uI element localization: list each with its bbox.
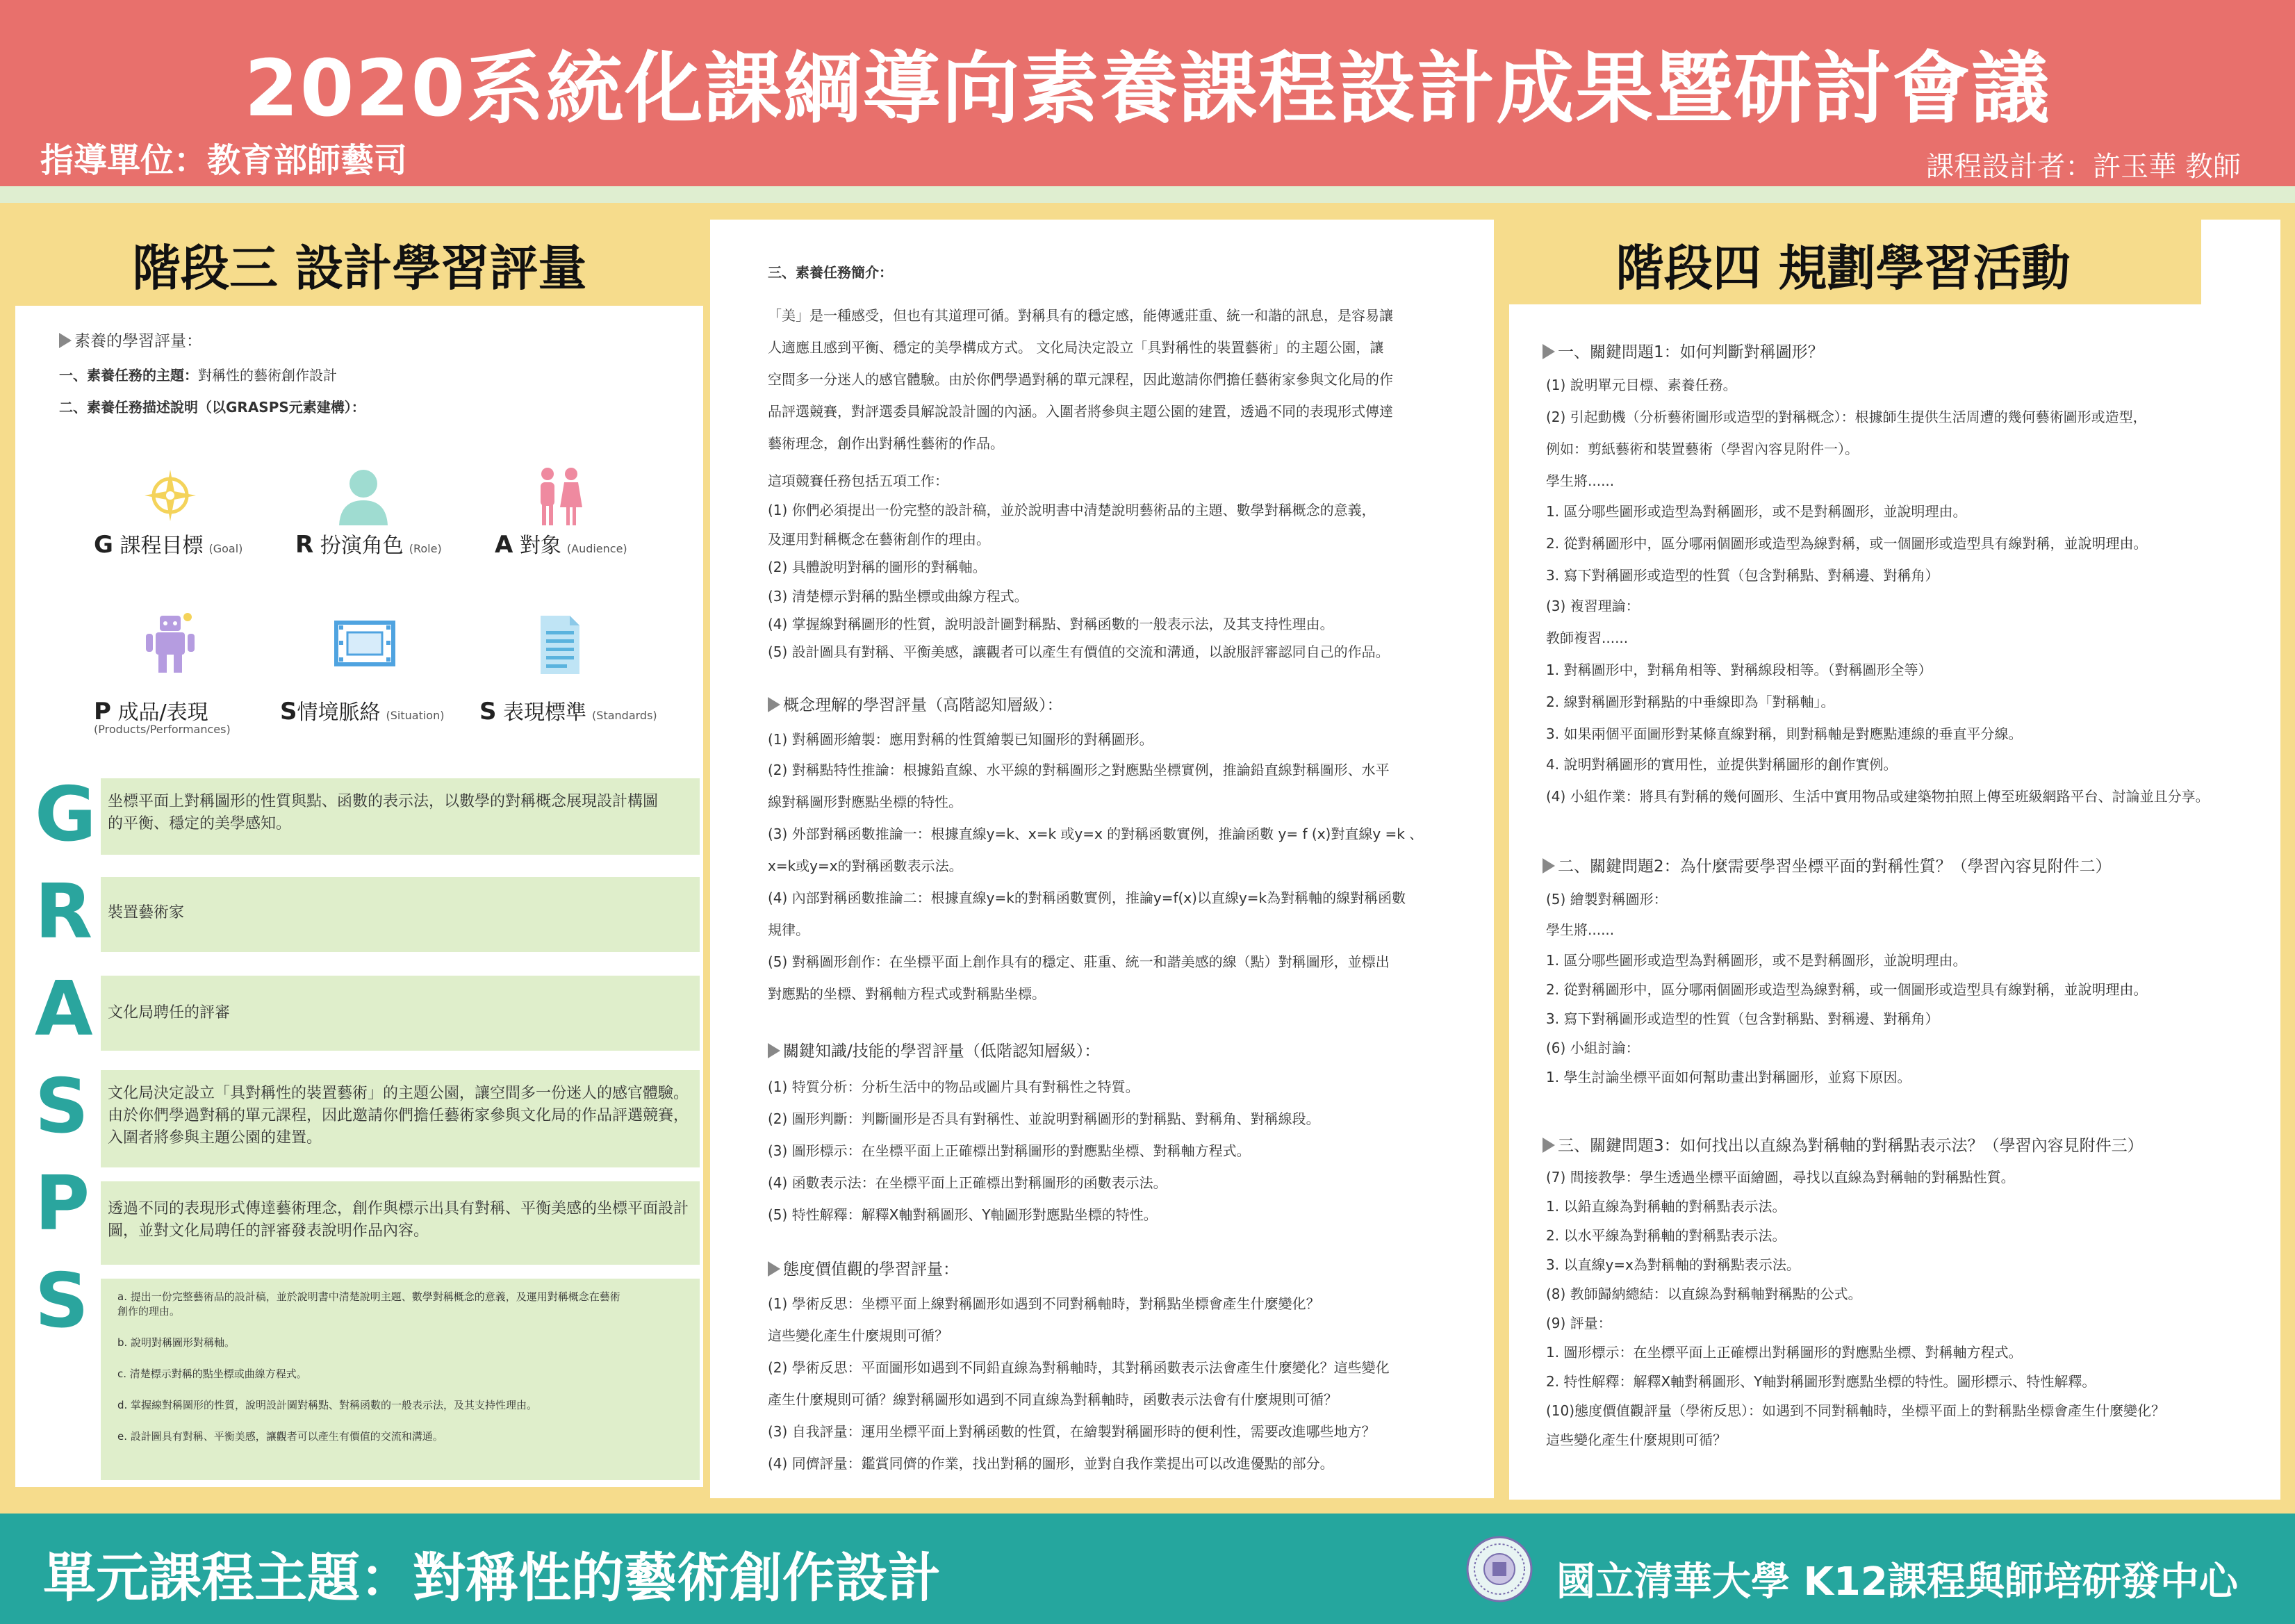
task-description: 二、素養任務描述說明（以GRASPS元素建構）： (59, 399, 365, 416)
concept-title: 概念理解的學習評量（高階認知層級）： (768, 692, 1063, 715)
triangle-bullet-icon (768, 697, 780, 712)
attitude-line: (4) 同儕評量：鑑賞同儕的作業，找出對稱的圖形，並對自我作業提出可以改進優點的部分。 (768, 1455, 1334, 1472)
concept-line: (4) 內部對稱函數推論二：根據直線y=k的對稱函數實例，推論y=f(x)以直線y=k為對稱軸的線對稱函數 (768, 889, 1406, 906)
letter-r: R (35, 869, 93, 955)
q1-line: 1. 區分哪些圖形或造型為對稱圖形，或不是對稱圖形，並說明理由。 (1546, 503, 1967, 520)
triangle-bullet-icon (1543, 858, 1555, 873)
q2-line: (5) 繪製對稱圖形： (1546, 891, 1668, 908)
grasps-audience-label: A 對象 (Audience) (495, 531, 627, 559)
q1-line: 1. 對稱圖形中，對稱角相等、對稱線段相等。（對稱圖形全等） (1546, 662, 1932, 678)
grasps-standards-label: S 表現標準 (Standards) (479, 698, 657, 725)
audience-icon (528, 464, 591, 527)
attitude-line: (3) 自我評量：運用坐標平面上對稱函數的性質，在繪製對稱圖形時的便利性，需要改進哪些地方？ (768, 1423, 1376, 1440)
intro-line: 空間多一分迷人的感官體驗。由於你們學過對稱的單元課程，因此邀請你們擔任藝術家參與文化局的作 (768, 371, 1393, 388)
q3-title: 三、關鍵問題3：如何找出以直線為對稱軸的對稱點表示法？（學習內容見附件三） (1543, 1133, 2144, 1156)
concept-line: (1) 對稱圖形繪製：應用對稱的性質繪製已知圖形的對稱圖形。 (768, 731, 1153, 748)
task-line: (2) 具體說明對稱的圖形的對稱軸。 (768, 559, 987, 575)
q2-line: 3. 寫下對稱圖形或造型的性質（包含對稱點、對稱邊、對稱角） (1546, 1010, 1939, 1027)
q1-line: (2) 引起動機（分析藝術圖形或造型的對稱概念）：根據師生提供生活周遭的幾何藝術圖形或造型， (1546, 409, 2147, 425)
q3-line: (7) 間接教學：學生透過坐標平面繪圖，尋找以直線為對稱軸的對稱點性質。 (1546, 1169, 2015, 1186)
knowledge-line: (5) 特性解釋：解釋X軸對稱圖形、Y軸圖形對應點坐標的特性。 (768, 1206, 1158, 1223)
concept-line: x=k或y=x的對稱函數表示法。 (768, 858, 963, 874)
tasks-intro: 這項競賽任務包括五項工作： (768, 473, 948, 489)
q1-line: 例如：剪紙藝術和裝置藝術（學習內容見附件一）。 (1546, 441, 1859, 457)
q2-line: (6) 小組討論： (1546, 1040, 1640, 1056)
letter-s1: S (35, 1063, 89, 1150)
knowledge-title: 關鍵知識/技能的學習評量（低階認知層級）： (768, 1038, 1100, 1061)
q1-title: 一、關鍵問題1：如何判斷對稱圖形？ (1543, 339, 1824, 362)
document-icon (528, 613, 591, 675)
q1-line: 教師複習...... (1546, 630, 1629, 646)
q1-line: 3. 寫下對稱圖形或造型的性質（包含對稱點、對稱邊、對稱角） (1546, 567, 1939, 584)
q3-line: 這些變化產生什麼規則可循？ (1546, 1432, 1727, 1448)
panel-corner (2201, 220, 2280, 306)
q1-line: 4. 說明對稱圖形的實用性，並提供對稱圖形的創作實例。 (1546, 756, 1898, 773)
q3-line: (8) 教師歸納總結：以直線為對稱軸對稱點的公式。 (1546, 1286, 1862, 1302)
role-box: 裝置藝術家 (101, 877, 700, 952)
goal-box: 坐標平面上對稱圖形的性質與點、函數的表示法，以數學的對稱概念展現設計構圖 的平衡、穩定的美學感知。 (101, 778, 700, 855)
q2-line: 1. 學生討論坐標平面如何幫助畫出對稱圖形，並寫下原因。 (1546, 1069, 1911, 1085)
letter-g: G (35, 771, 97, 858)
intro-line: 藝術理念，創作出對稱性藝術的作品。 (768, 435, 1004, 452)
attitude-line: 產生什麼規則可循？線對稱圖形如遇到不同直線為對稱軸時，函數表示法會有什麼規則可循？ (768, 1391, 1338, 1408)
grasps-goal-label: G 課程目標 (Goal) (94, 531, 243, 559)
q2-title: 二、關鍵問題2：為什麼需要學習坐標平面的對稱性質？（學習內容見附件二） (1543, 853, 2112, 876)
triangle-bullet-icon (768, 1261, 780, 1277)
organization-name: 國立清華大學 K12課程與師培研發中心 (1556, 1559, 2238, 1605)
knowledge-line: (3) 圖形標示：在坐標平面上正確標出對稱圖形的對應點坐標、對稱軸方程式。 (768, 1142, 1251, 1159)
letter-a: A (35, 966, 93, 1053)
intro-line: 人適應且感到平衡、穩定的美學構成方式。 文化局決定設立「具對稱性的裝置藝術」的主題公園，讓 (768, 339, 1384, 356)
unit-theme: 單元課程主題：對稱性的藝術創作設計 (43, 1547, 941, 1609)
q1-line: 2. 從對稱圖形中，區分哪兩個圖形或造型為線對稱，或一個圖形或造型具有線對稱，並說明理由。 (1546, 535, 2148, 552)
situation-box: 文化局決定設立「具對稱性的裝置藝術」的主題公園，讓空間多一份迷人的感官體驗。 由於你們學過對稱的單元課程，因此邀請你們擔任藝術家參與文化局的作品評選競賽， 入圍者將參與主題公園的建置。 (101, 1070, 700, 1167)
triangle-bullet-icon (1543, 1138, 1555, 1153)
letter-s2: S (35, 1258, 89, 1345)
triangle-bullet-icon (768, 1043, 780, 1058)
concept-line: 規律。 (768, 921, 809, 938)
product-box: 透過不同的表現形式傳達藝術理念，創作與標示出具有對稱、平衡美感的坐標平面設計 圖，並對文化局聘任的評審發表說明作品內容。 (101, 1181, 700, 1265)
task-line: 及運用對稱概念在藝術創作的理由。 (768, 531, 990, 548)
concept-line: 線對稱圖形對應點坐標的特性。 (768, 794, 962, 810)
attitude-title: 態度價值觀的學習評量： (768, 1256, 959, 1279)
q3-line: 3. 以直線y=x為對稱軸的對稱點表示法。 (1546, 1256, 1800, 1273)
task-line: (1) 你們必須提出一份完整的設計稿，並於說明書中清楚說明藝術品的主題、數學對稱概念的意義， (768, 502, 1376, 518)
grasps-product-label: P 成品/表現 (94, 698, 208, 725)
knowledge-line: (2) 圖形判斷：判斷圖形是否具有對稱性、並說明對稱圖形的對稱點、對稱角、對稱線段。 (768, 1110, 1320, 1127)
q1-line: (4) 小組作業：將具有對稱的幾何圖形、生活中實用物品或建築物拍照上傳至班級網路平台、討論並且分享。 (1546, 788, 2210, 805)
grasps-product-en: (Products/Performances) (94, 723, 231, 736)
q1-line: (1) 說明單元目標、素養任務。 (1546, 377, 1737, 393)
concept-line: (3) 外部對稱函數推論一：根據直線y=k、x=k 或y=x 的對稱函數實例，推論函數 y= f (x)對直線y =k 、 (768, 826, 1424, 842)
grasps-role-label: R 扮演角色 (Role) (295, 531, 442, 559)
q3-line: 1. 圖形標示：在坐標平面上正確標出對稱圖形的對應點坐標、對稱軸方程式。 (1546, 1344, 2023, 1361)
task-line: (5) 設計圖具有對稱、平衡美感，讓觀者可以產生有價值的交流和溝通，以說服評審認同自己的作品。 (768, 643, 1390, 660)
q1-line: 學生將...... (1546, 473, 1615, 489)
standards-box: a. 提出一份完整藝術品的設計稿，並於說明書中清楚說明主題、數學對稱概念的意義，及運用對稱概念在藝術 創作的理由。 b. 說明對稱圖形對稱軸。 c. 清楚標示對稱的點坐標或曲線方程式。 d. 掌握線對稱圖形的性質，說明設計圖對稱點、對稱函數的一般表示法，及其支持性理由。 e. 設計圖具有對稱、平衡美感，讓觀者可以產生有價值的交流和溝通。 (101, 1279, 700, 1480)
concept-line: 對應點的坐標、對稱軸方程式或對稱點坐標。 (768, 985, 1046, 1002)
q2-line: 學生將...... (1546, 921, 1615, 938)
concept-line: (2) 對稱點特性推論：根據鉛直線、水平線的對稱圖形之對應點坐標實例，推論鉛直線對稱圖形、水平 (768, 762, 1390, 778)
header-divider (0, 186, 2295, 203)
concept-line: (5) 對稱圖形創作：在坐標平面上創作具有的穩定、莊重、統一和諧美感的線（點）對稱圖形，並標出 (768, 953, 1390, 970)
assessment-heading: 素養的學習評量： (59, 328, 202, 351)
compass-icon (139, 464, 201, 527)
q2-line: 2. 從對稱圖形中，區分哪兩個圖形或造型為線對稱，或一個圖形或造型具有線對稱，並說明理由。 (1546, 981, 2148, 998)
q2-line: 1. 區分哪些圖形或造型為對稱圖形，或不是對稱圖形，並說明理由。 (1546, 952, 1967, 969)
task-line: (3) 清楚標示對稱的點坐標或曲線方程式。 (768, 588, 1028, 605)
audience-box: 文化局聘任的評審 (101, 976, 700, 1051)
q3-line: 2. 特性解釋：解釋X軸對稱圖形、Y軸對稱圖形對應點坐標的特性。圖形標示、特性解釋。 (1546, 1373, 2096, 1390)
robot-icon (139, 612, 201, 674)
guidance-unit: 指導單位：教育部師藝司 (40, 141, 408, 180)
q3-line: 1. 以鉛直線為對稱軸的對稱點表示法。 (1546, 1198, 1786, 1215)
q1-line: (3) 複習理論： (1546, 598, 1640, 614)
stage4-title: 階段四 規劃學習活動 (1615, 240, 2071, 297)
task-line: (4) 掌握線對稱圖形的性質，說明設計圖對稱點、對稱函數的一般表示法，及其支持性理由。 (768, 616, 1334, 632)
stage3-title: 階段三 設計學習評量 (132, 240, 587, 297)
knowledge-line: (1) 特質分析：分析生活中的物品或圖片具有對稱性之特質。 (768, 1078, 1140, 1095)
page-title: 2020系統化課綱導向素養課程設計成果暨研討會議 (244, 44, 2051, 134)
person-icon (332, 464, 395, 527)
letter-p: P (35, 1160, 90, 1247)
q3-line: (10)態度價值觀評量（學術反思）：如遇到不同對稱軸時，坐標平面上的對稱點坐標會產生什麼變化？ (1546, 1402, 2166, 1419)
attitude-line: (1) 學術反思：坐標平面上線對稱圖形如遇到不同對稱軸時，對稱點坐標會產生什麼變化？ (768, 1295, 1320, 1312)
knowledge-line: (4) 函數表示法：在坐標平面上正確標出對稱圖形的函數表示法。 (768, 1174, 1167, 1191)
course-designer: 課程設計者：許玉華 教師 (1926, 151, 2241, 183)
intro-line: 品評選競賽，對評選委員解說設計圖的內涵。入圍者將參與主題公園的建置，透過不同的表現形式傳達 (768, 403, 1393, 420)
q3-line: 2. 以水平線為對稱軸的對稱點表示法。 (1546, 1227, 1786, 1244)
university-seal-icon (1465, 1534, 1534, 1604)
q3-line: (9) 評量： (1546, 1315, 1612, 1331)
triangle-bullet-icon (1543, 344, 1555, 359)
triangle-bullet-icon (59, 333, 72, 348)
attitude-line: (2) 學術反思：平面圖形如遇到不同鉛直線為對稱軸時，其對稱函數表示法會產生什麼變化？這些變化 (768, 1359, 1390, 1376)
q1-line: 2. 線對稱圖形對稱點的中垂線即為「對稱軸」。 (1546, 694, 1835, 710)
q1-line: 3. 如果兩個平面圖形對某條直線對稱，則對稱軸是對應點連線的垂直平分線。 (1546, 725, 2023, 742)
section3-title: 三、素養任務簡介： (768, 264, 893, 281)
grasps-situation-label: S情境脈絡 (Situation) (280, 698, 445, 725)
attitude-line: 這些變化產生什麼規則可循？ (768, 1327, 948, 1344)
task-theme: 一、素養任務的主題：對稱性的藝術創作設計 (59, 367, 337, 384)
film-icon (334, 616, 396, 678)
intro-line: 「美」是一種感受，但也有其道理可循。對稱具有的穩定感，能傳遞莊重、統一和諧的訊息，是容易讓 (768, 307, 1393, 324)
